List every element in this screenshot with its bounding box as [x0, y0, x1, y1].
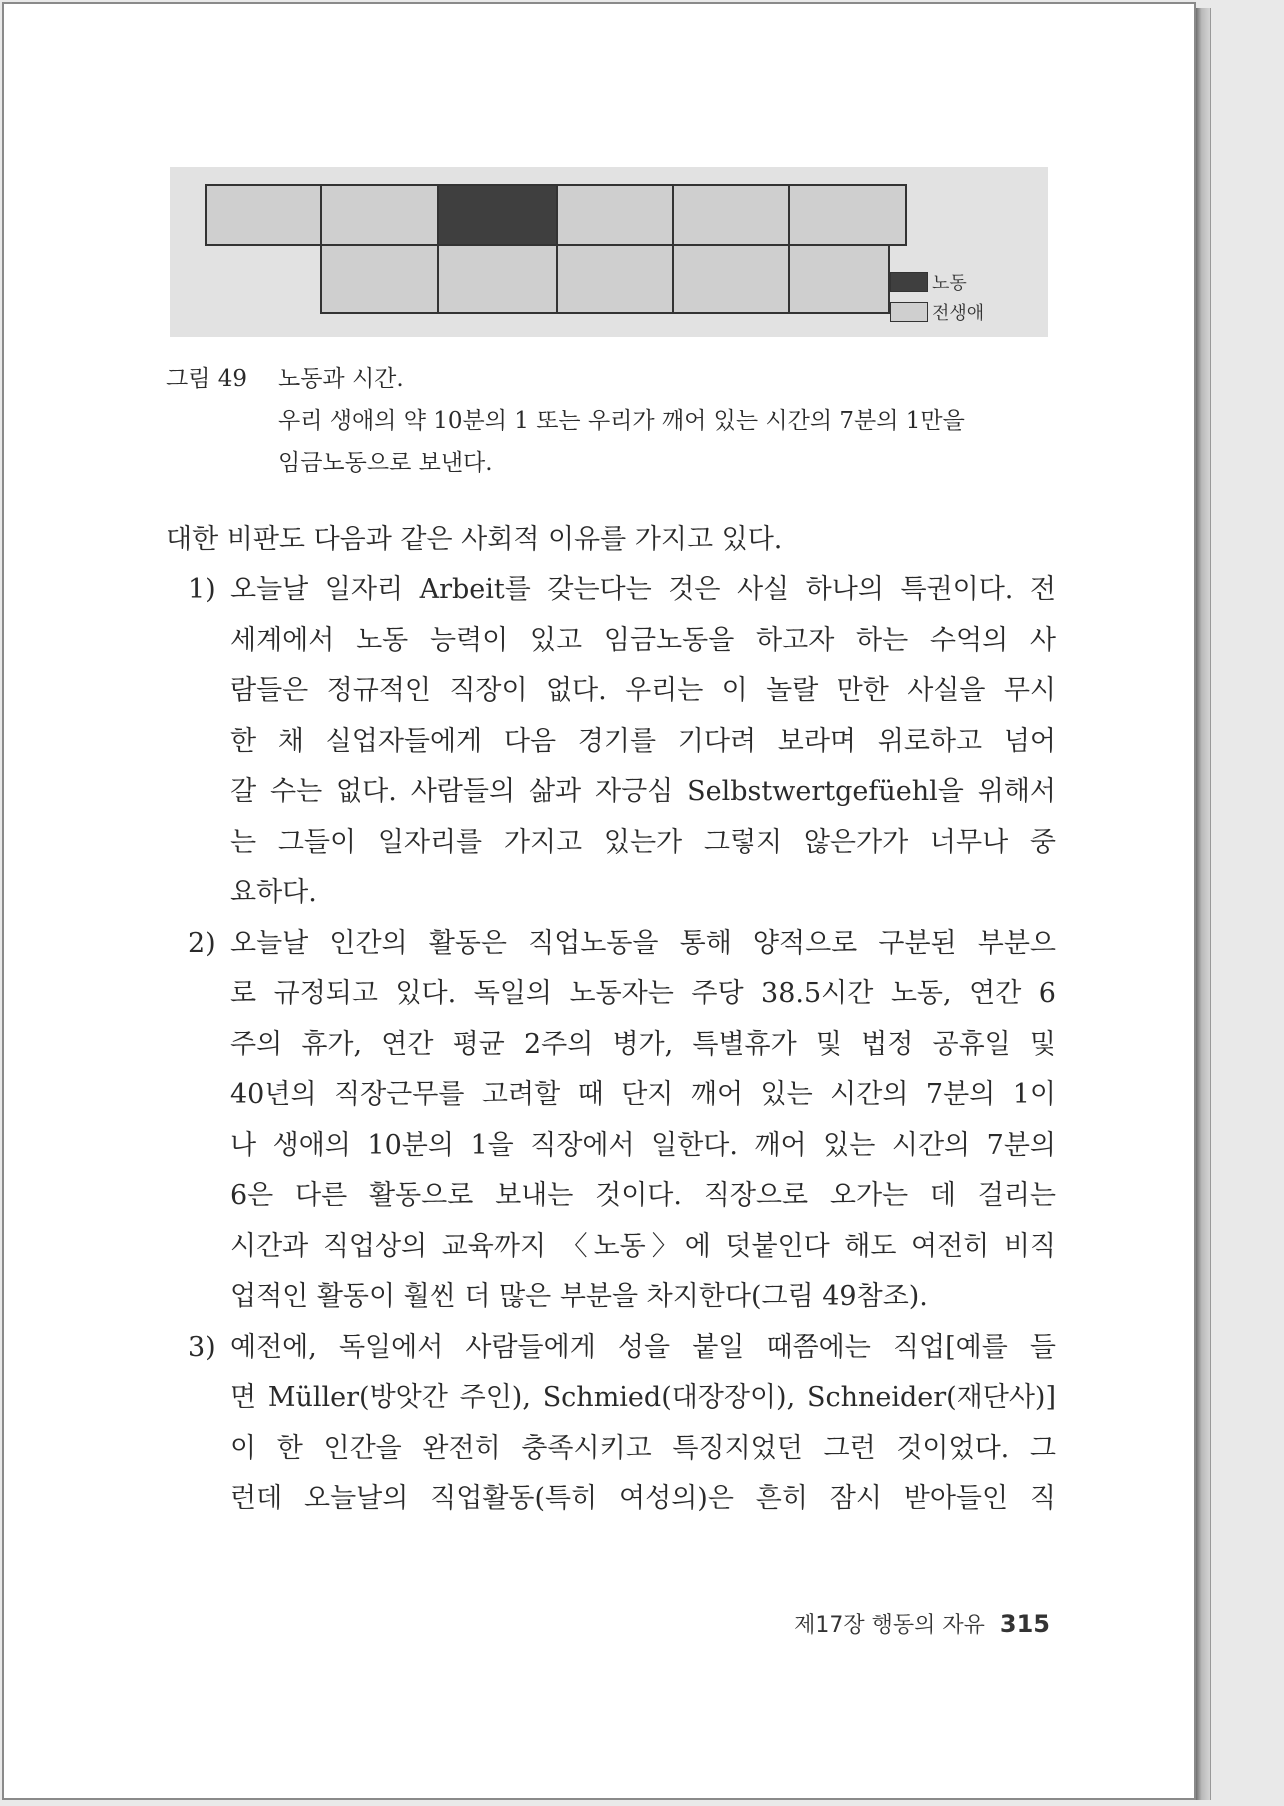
caption-description: 우리 생애의 약 10분의 1 또는 우리가 깨어 있는 시간의 7분의 1만을 임금노동으로 보낸다. [278, 408, 965, 476]
text-line: 는 그들이 일자리를 가지고 있는가 그렇지 않은가가 너무나 중 [230, 826, 1056, 858]
list-item [166, 565, 1056, 919]
grid-cell [557, 185, 673, 245]
text-line: 요하다. [230, 877, 317, 908]
text-line: 업적인 활동이 훨씬 더 많은 부분을 차지한다(그림 49참조). [230, 1281, 928, 1312]
text-line: 주의 휴가, 연간 평균 2주의 병가, 특별휴가 및 법정 공휴일 및 [230, 1028, 1056, 1060]
text-line: 세계에서 노동 능력이 있고 임금노동을 하고자 하는 수억의 사 [230, 624, 1056, 656]
text-line: 면 Müller(방앗간 주인), Schmied(대장장이), Schneider(재단사)] [230, 1382, 1056, 1413]
legend-label-lifetime: 전생애 [932, 303, 985, 324]
text-line: 나 생애의 10분의 1을 직장에서 일한다. 깨어 있는 시간의 7분의 [230, 1129, 1056, 1161]
caption-label: 그림 49 [166, 366, 248, 392]
list-item-number: 1) [188, 574, 216, 605]
text-line: 6은 다른 활동으로 보내는 것이다. 직장으로 오가는 데 걸리는 [230, 1180, 1056, 1211]
legend-swatch-work [890, 272, 928, 292]
legend-item-lifetime [890, 297, 984, 327]
grid-cell [789, 185, 906, 245]
grid-cell-work [438, 185, 557, 245]
text-line: 시간과 직업상의 교육까지 〈노동〉에 덧붙인다 해도 여전히 비직 [230, 1230, 1056, 1262]
text-line: 람들은 정규적인 직장이 없다. 우리는 이 놀랄 만한 사실을 무시 [230, 675, 1056, 706]
grid-cell [673, 245, 789, 313]
text-line: 오늘날 인간의 활동은 직업노동을 통해 양적으로 구분된 부분으 [230, 927, 1056, 959]
grid-cell [438, 245, 557, 313]
grid-cell [557, 245, 673, 313]
text-line: 런데 오늘날의 직업활동(특히 여성의)은 흔히 잠시 받아들인 직 [230, 1483, 1056, 1514]
figure-legend [890, 267, 984, 327]
figure-49 [170, 167, 1048, 337]
text-line: 40년의 직장근무를 고려할 때 단지 깨어 있는 시간의 7분의 1이 [230, 1079, 1056, 1110]
grid-cell [321, 185, 438, 245]
text-line: 예전에, 독일에서 사람들에게 성을 붙일 때쯤에는 직업[예를 들 [230, 1331, 1056, 1363]
body-text [166, 515, 1056, 1525]
page-edge [1196, 8, 1211, 1800]
list-item [166, 919, 1056, 1323]
text-line: 이 한 인간을 완전히 충족시키고 특징지었던 그런 것이었다. 그 [230, 1432, 1056, 1464]
legend-item-work [890, 267, 984, 297]
grid-cell [206, 185, 321, 245]
text-line: 갈 수는 없다. 사람들의 삶과 자긍심 Selbstwertgefüehl을 위해서 [230, 776, 1056, 807]
legend-swatch-lifetime [890, 302, 928, 322]
text-line: 오늘날 일자리 Arbeit를 갖는다는 것은 사실 하나의 특권이다. 전 [230, 574, 1056, 605]
chapter-title: 제17장 행동의 자유 [794, 1613, 985, 1638]
legend-label-work: 노동 [932, 273, 967, 294]
running-footer [780, 1608, 1050, 1639]
grid-cell [673, 185, 789, 245]
grid-cell [321, 245, 438, 313]
list-item-number: 3) [188, 1331, 216, 1363]
text-line: 한 채 실업자들에게 다음 경기를 기다려 보라며 위로하고 넘어 [230, 725, 1056, 757]
caption-title: 노동과 시간. [278, 366, 404, 392]
text-line: 로 규정되고 있다. 독일의 노동자는 주당 38.5시간 노동, 연간 6 [230, 978, 1056, 1009]
grid-cell [789, 245, 889, 313]
list-item [166, 1323, 1056, 1525]
list-item-number: 2) [188, 927, 216, 959]
page-number: 315 [999, 1610, 1050, 1638]
lead-sentence: 대한 비판도 다음과 같은 사회적 이유를 가지고 있다. [166, 524, 783, 555]
